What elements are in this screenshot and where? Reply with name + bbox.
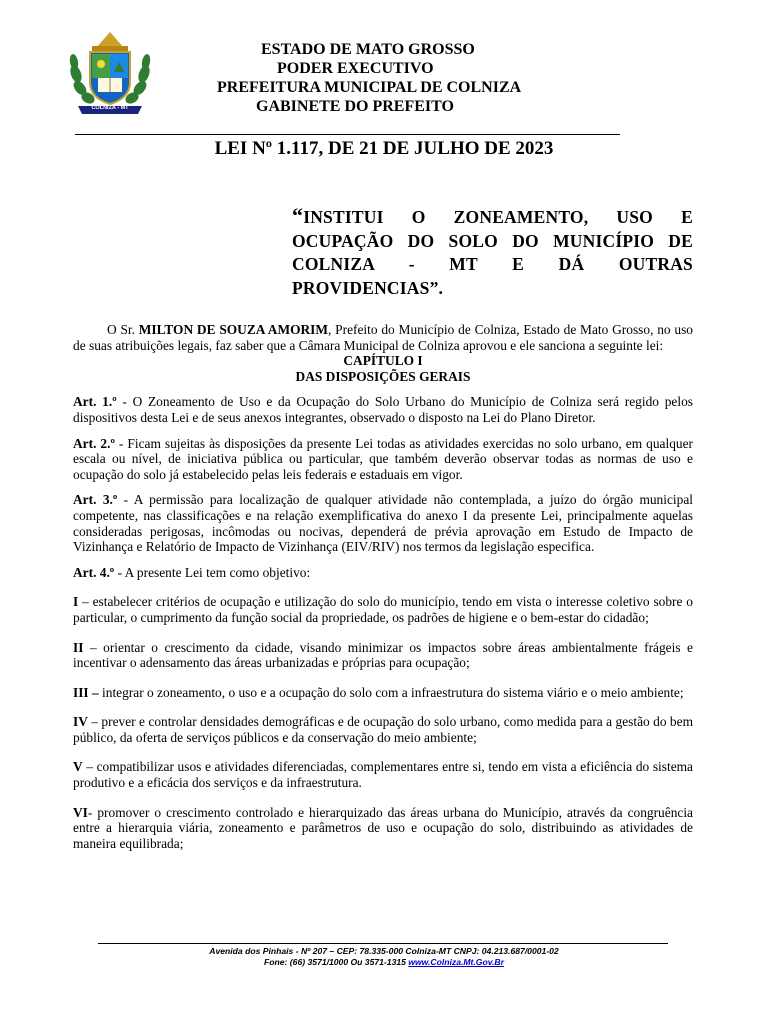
article-text: - A permissão para localização de qualquer atividade não contemplada, a juízo do órgão municipal competente, nas classificações e na relação exemplificativa do anexo I da presente Lei, principalmente aquelas consideradas perigosas, incômodas ou nocivas, dependerá de prévia aprovação em Estudo de Impacto de Vizinhança e Relatório de Impacto de Vizinhança (EIV/RIV) nos termos da legislação especifica. — [73, 492, 693, 555]
item-v — [73, 759, 693, 790]
intro-paragraph — [73, 322, 693, 353]
seal-label: COLNIZA - MT — [91, 105, 129, 111]
item-text: – prever e controlar densidades demográficas e de ocupação do solo urbano, como medida para a gestão do bem público, da oferta de serviços públicos e da conservação do meio ambiente; — [73, 714, 693, 745]
footer — [0, 946, 768, 968]
letterhead — [200, 40, 560, 116]
item-i — [73, 594, 693, 625]
item-label: V — [73, 759, 83, 775]
item-label: I — [73, 594, 79, 610]
item-label: III – — [73, 684, 99, 700]
item-label: II — [73, 639, 84, 655]
item-label: IV — [73, 714, 88, 730]
article-label: Art. 1.º — [73, 394, 117, 410]
item-text: - promover o crescimento controlado e hierarquizado das áreas urbana do Município, através da congruência entre a hierarquia viária, zoneamento e parâmetros de uso e ocupação do solo, distribuindo as atividades de maneira equilibrada; — [73, 804, 693, 851]
item-text: integrar o zoneamento, o uso e a ocupação do solo com a infraestrutura do sistema viário e o meio ambiente; — [98, 684, 684, 700]
chapter-heading — [73, 353, 693, 384]
header-power: PODER EXECUTIVO — [277, 60, 434, 77]
footer-divider — [98, 943, 668, 944]
item-vi — [73, 805, 693, 852]
header-state: ESTADO DE MATO GROSSO — [261, 41, 475, 58]
item-text: – orientar o crescimento da cidade, visando minimizar os impactos sobre áreas ambientalmente frágeis e incentivar o adensamento das áreas urbanizadas e próprias para ocupação; — [73, 639, 693, 671]
item-text: – compatibilizar usos e atividades diferenciadas, complementares entre si, tendo em vista a eficiência do sistema produtivo e a eficácia dos serviços e da infraestrutura. — [73, 759, 693, 791]
item-iv — [73, 714, 693, 745]
summary-text: INSTITUI O ZONEAMENTO, USO E OCUPAÇÃO DO SOLO DO MUNICÍPIO DE COLNIZA - MT E DÁ OUTRAS PROVIDENCIAS — [292, 207, 693, 298]
header-divider — [75, 134, 620, 135]
law-summary — [292, 204, 693, 300]
close-quote: ”. — [429, 277, 444, 298]
chapter-number: CAPÍTULO I — [343, 353, 423, 369]
mayor-name: MILTON DE SOUZA AMORIM — [138, 322, 329, 337]
article-label: Art. 2.º — [73, 435, 115, 451]
item-iii — [73, 685, 693, 701]
coat-of-arms-seal — [66, 26, 154, 116]
article-label: Art. 4.º — [73, 564, 115, 580]
footer-phone: Fone: (66) 3571/1000 Ou 3571-1315 — [264, 957, 409, 967]
article-text: - A presente Lei tem como objetivo: — [114, 564, 311, 580]
law-title: LEI Nº 1.117, DE 21 DE JULHO DE 2023 — [214, 138, 554, 159]
article-label: Art. 3.º — [73, 492, 118, 508]
header-office: GABINETE DO PREFEITO — [256, 98, 454, 115]
article-1 — [73, 394, 693, 425]
article-text: - Ficam sujeitas às disposições da presente Lei todas as atividades exercidas no solo urbano, em qualquer escala ou nível, de iniciativa pública ou particular, que também deverão observar todas as normas de uso e ocupação do solo já estabelecido pelas leis federais e estaduais em vigor. — [73, 435, 693, 482]
intro-post: , Prefeito do Município de Colniza, Estado de Mato Grosso, no uso de suas atribuições legais, faz saber que a Câmara Municipal de Colniza aprovou e ele sanciona a seguinte lei: — [73, 322, 694, 353]
website-link[interactable]: www.Colniza.Mt.Gov.Br — [408, 957, 504, 967]
open-quote: “ — [292, 203, 304, 228]
item-text: – estabelecer critérios de ocupação e utilização do solo do município, tendo em vista o interesse coletivo sobre o particular, o cumprimento da função social da propriedade, os padrões de higiene e o bem-estar do cidadão; — [73, 594, 693, 625]
article-3 — [73, 492, 693, 554]
footer-contact — [0, 957, 768, 968]
article-text: - O Zoneamento de Uso e da Ocupação do Solo Urbano do Município de Colniza será regido pelos dispositivos desta Lei e de seus anexos integrantes, observado o disposto na Lei do Plano Diretor. — [73, 394, 693, 425]
law-body — [73, 322, 693, 861]
intro-pre: O Sr. — [107, 322, 139, 337]
header-municipality: PREFEITURA MUNICIPAL DE COLNIZA — [217, 79, 522, 96]
chapter-title: DAS DISPOSIÇÕES GERAIS — [295, 368, 471, 384]
item-label: VI — [73, 804, 88, 820]
item-ii — [73, 640, 693, 671]
footer-address: Avenida dos Pinhais - Nº 207 – CEP: 78.335-000 Colniza-MT CNPJ: 04.213.687/0001-02 — [209, 946, 559, 956]
article-4 — [73, 565, 693, 581]
article-2 — [73, 436, 693, 483]
